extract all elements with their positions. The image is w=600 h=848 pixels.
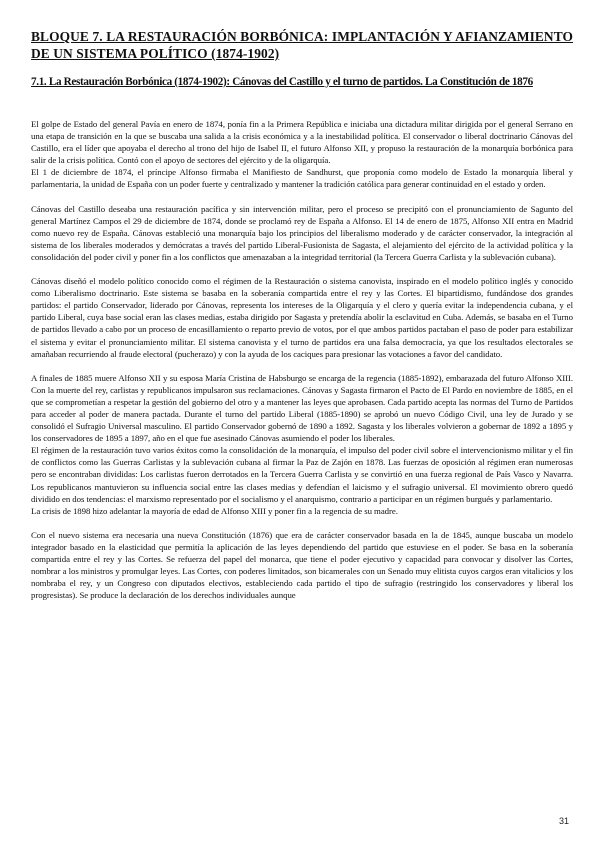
paragraph-pavia-coup: El golpe de Estado del general Pavía en enero de 1874, ponía fin a la Primera República e iniciaba una dictadura militar dirigida por el general Serrano en una etapa de transición en la que se buscaba una salida a la crisis económica y a la inestabilidad política. El conservador o liberal doctrinario Cánovas del Castillo, era el líder que apoyaba el derecho al trono del hijo de Isabel II, el futuro Alfonso XII, y propuso la restauración de la monarquía borbónica para salir de la crisis política. Contó con el apoyo de sectores del ejército y de la oligarquía. — [31, 119, 573, 166]
paragraph-constitution-1876: Con el nuevo sistema era necesaria una nueva Constitución (1876) que era de carácter conservador basada en la de 1845, aunque buscaba un modelo integrador basado en la elasticidad que permitía la aplicación de las leyes dependiendo del partido que estuviese en el poder. Se basa en la soberanía compartida entre el rey y las Cortes. Se refuerza del papel del monarca, que tiene el poder ejecutivo y capacidad para convocar y disolver las Cortes, nombrar a los ministros y promulgar leyes. Las Cortes, con poderes limitados, son bicamerales con un Senado muy elitista cuyos cargos eran vitalicios y los nombraba el rey, y un Congreso con diputados electivos, estableciendo cada partido el tipo de sufragio (restringido los conservadores y liberal los progresistas). Se produce la declaración de los derechos individuales aunque — [31, 529, 573, 601]
document-title: BLOQUE 7. LA RESTAURACIÓN BORBÓNICA: IMPLANTACIÓN Y AFIANZAMIENTO DE UN SISTEMA POLÍTICO (1874-1902) — [31, 29, 573, 61]
section-subtitle: 7.1. La Restauración Borbónica (1874-1902): Cánovas del Castillo y el turno de partidos. La Constitución de 1876 — [31, 76, 533, 88]
paragraph-canovas-restoration: Cánovas del Castillo deseaba una restauración pacífica y sin intervención militar, pero el proceso se precipitó con el pronunciamiento de Sagunto del general Martínez Campos el 29 de diciembre de 1874, donde se proclamó rey de España a Alfonso. El 14 de enero de 1875, Alfonso XII entra en Madrid como nuevo rey de España. Cánovas estableció una monarquía bajo los principios del liberalismo moderado y de carácter conservador, la integración al sistema de los liberales moderados y demócratas a través del partido Liberal-Fusionista de Sagasta, el alejamiento del ejército de la actividad política y la consolidación del poder civil y poner fin a los conflictos que amenazaban a la integridad territorial (la Tercera Guerra Carlista y la sublevación cubana). — [31, 203, 573, 262]
paragraph-regency: A finales de 1885 muere Alfonso XII y su esposa María Cristina de Habsburgo se encarga de la regencia (1885-1892), embarazada del futuro Alfonso XIII. Con la muerte del rey, carlistas y republicanos impulsaron sus reclamaciones. Cánovas y Sagasta firmaron el Pacto de El Pardo en noviembre de 1885, en el que se comprometían a respetar la gestión del gobierno del otro y a mantener las leyes que aprobasen. Cada partido acepta las normas del Turno de Partidos para acceder al poder de manera pactada. Durante el turno del partido Liberal (1885-1890) se aprobó un nuevo Código Civil, una ley de Jurado y se consolidó el Sufragio Universal masculino. El partido Conservador gobernó de 1890 a 1892. Sagasta y los liberales volvieron a gobernar de 1892 a 1895 y los conservadores de 1895 a 1897, año en el que fue asesinado Cánovas asumiendo el poder los liberales. — [31, 372, 573, 444]
page-number: 31 — [558, 816, 569, 826]
paragraph-crisis-1898: La crisis de 1898 hizo adelantar la mayoría de edad de Alfonso XIII y poner fin a la regencia de su madre. — [31, 505, 398, 516]
paragraph-sandhurst-manifesto: El 1 de diciembre de 1874, el príncipe Alfonso firmaba el Manifiesto de Sandhurst, que proponía como modelo de Estado la monarquía liberal y parlamentaria, la unidad de España con un poder fuerte y centralizado y mantener la tradición católica para generar continuidad en el estado y orden. — [31, 167, 573, 190]
paragraph-canovista-system: Cánovas diseñó el modelo político conocido como el régimen de la Restauración o sistema canovista, inspirado en el modelo político inglés y conocido como Liberalismo doctrinario. Este sistema se basaba en la soberanía compartida entre el rey y las Cortes. El bipartidismo, fundándose dos grandes partidos: el partido Conservador, liderado por Cánovas, representa los intereses de la Oligarquía y el clero y quería evitar la independencia cubana, y el partido Liberal, cuya base social eran las clases medias, estaba dirigido por Sagasta y pretendía abolir la esclavitud en Cuba. Además, se basaba en el Turno de partidos llevado a cabo por un proceso de encasillamiento o reparto previo de votos, por el que ambos partidos pactaban el paso de poder para estabilizar el sistema y evitar el pronunciamiento militar. El sistema canovista y el turno de partidos era una falsa democracia, ya que los resultados electorales se amañaban recurriendo al fraude electoral (pucherazo) y con la ayuda de los caciques para presionar las votaciones a favor del candidato. — [31, 276, 573, 359]
document-body — [31, 118, 573, 601]
paragraph-regime-successes: El régimen de la restauración tuvo varios éxitos como la consolidación de la monarquía, el impulso del poder civil sobre el intervencionismo militar y el fin de conflictos como las Guerras Carlistas y la sublevación cubana al firmar la Paz de Zajón en 1878. Las fuerzas de oposición al régimen eran numerosas pero se encontraban divididas: Los carlistas fueron derrotados en la Tercera Guerra Carlista y se convirtió en una fuerza regional de País Vasco y Navarra. Los republicanos mantuvieron su influencia social entre las clases medias y defendían el laicismo y el sufragio universal. El movimiento obrero quedó dividido en dos tendencias: el marxismo representado por el socialismo y el anarquismo, contrario a participar en un régimen burgués y parlamentario. — [31, 445, 573, 504]
